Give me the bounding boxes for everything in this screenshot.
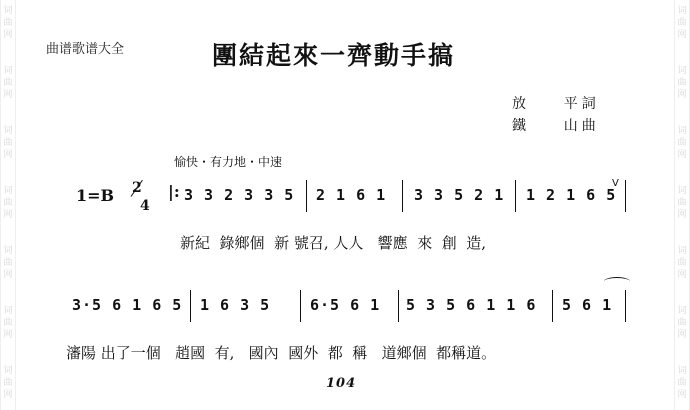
time-signature-bottom: 4	[140, 198, 150, 214]
bar-line	[625, 290, 626, 322]
watermark-char: 词	[3, 66, 13, 76]
measure: 5 3 5 6 1 1 6	[406, 296, 537, 314]
watermark-char: 词	[3, 246, 13, 256]
measure: 2 1 6 1	[316, 186, 387, 204]
bar-line	[306, 180, 307, 212]
lyrics-line-2: 瀋陽 出了一個 趙國 有, 國內 國外 都 稱 道鄉個 都稱道。	[66, 344, 497, 362]
watermark-char: 曲	[3, 318, 13, 328]
watermark-char: 词	[3, 6, 13, 16]
bar-line	[402, 180, 403, 212]
watermark-char: 曲	[677, 318, 687, 328]
repeat-sign: |:	[168, 182, 180, 201]
watermark-char: 网	[677, 90, 687, 100]
song-title: 團結起來一齊動手搞	[212, 41, 456, 70]
watermark-char: 网	[677, 210, 687, 220]
watermark-char: 曲	[3, 138, 13, 148]
watermark-char: 网	[677, 270, 687, 280]
watermark-char: 网	[677, 390, 687, 400]
watermark-char: 词	[677, 6, 687, 16]
watermark-char: 网	[3, 150, 13, 160]
breath-mark: V	[612, 178, 619, 189]
composer-credit: 鐵 山曲	[512, 118, 600, 134]
watermark-char: 曲	[677, 378, 687, 388]
watermark-char: 词	[3, 186, 13, 196]
watermark-char: 曲	[3, 78, 13, 88]
watermark-char: 曲	[677, 18, 687, 28]
key-signature: 1=B	[76, 186, 115, 205]
watermark-char: 网	[3, 210, 13, 220]
watermark-char: 网	[677, 150, 687, 160]
watermark-char: 词	[3, 366, 13, 376]
watermark-char: 网	[3, 390, 13, 400]
watermark-char: 曲	[677, 198, 687, 208]
watermark-char: 词	[677, 66, 687, 76]
lyrics-line-1: 新紀 錄鄉個 新 號召, 人人 響應 來 創 造,	[180, 234, 487, 252]
measure: 1 6 3 5	[200, 296, 271, 314]
tie-mark	[604, 277, 630, 286]
watermark-char: 曲	[3, 378, 13, 388]
measure: 5 6 1	[562, 296, 613, 314]
bar-line	[300, 290, 301, 322]
watermark-char: 网	[677, 30, 687, 40]
watermark-char: 词	[677, 186, 687, 196]
tempo-marking: 愉快・有力地・中速	[174, 155, 283, 169]
time-signature-top: 2	[132, 180, 142, 196]
measure: 1 2 1 6 5	[526, 186, 617, 204]
watermark-char: 曲	[677, 78, 687, 88]
lyricist-credit: 放 平詞	[512, 96, 600, 112]
watermark-char: 网	[3, 90, 13, 100]
watermark-char: 网	[3, 30, 13, 40]
watermark-column-right	[674, 0, 690, 410]
watermark-char: 网	[3, 270, 13, 280]
measure: 3·5 6 1 6 5	[72, 296, 183, 314]
bar-line	[515, 180, 516, 212]
bar-line	[552, 290, 553, 322]
bar-line	[625, 180, 626, 212]
bar-line	[398, 290, 399, 322]
watermark-char: 曲	[3, 18, 13, 28]
site-label: 曲谱歌谱大全	[46, 42, 125, 57]
watermark-char: 词	[677, 306, 687, 316]
watermark-char: 词	[677, 246, 687, 256]
watermark-char: 曲	[3, 198, 13, 208]
watermark-column-left	[0, 0, 16, 410]
watermark-char: 词	[3, 306, 13, 316]
watermark-char: 词	[677, 366, 687, 376]
watermark-char: 曲	[677, 138, 687, 148]
watermark-char: 词	[3, 126, 13, 136]
time-signature	[124, 180, 152, 216]
measure: 3 3 5 2 1	[414, 186, 505, 204]
watermark-char: 曲	[677, 258, 687, 268]
measure: 3 3 2 3 3 5	[184, 186, 295, 204]
measure: 6·5 6 1	[310, 296, 381, 314]
page-number: 104	[326, 376, 357, 391]
bar-line	[190, 290, 191, 322]
watermark-char: 网	[677, 330, 687, 340]
watermark-char: 词	[677, 126, 687, 136]
watermark-char: 网	[3, 330, 13, 340]
watermark-char: 曲	[3, 258, 13, 268]
